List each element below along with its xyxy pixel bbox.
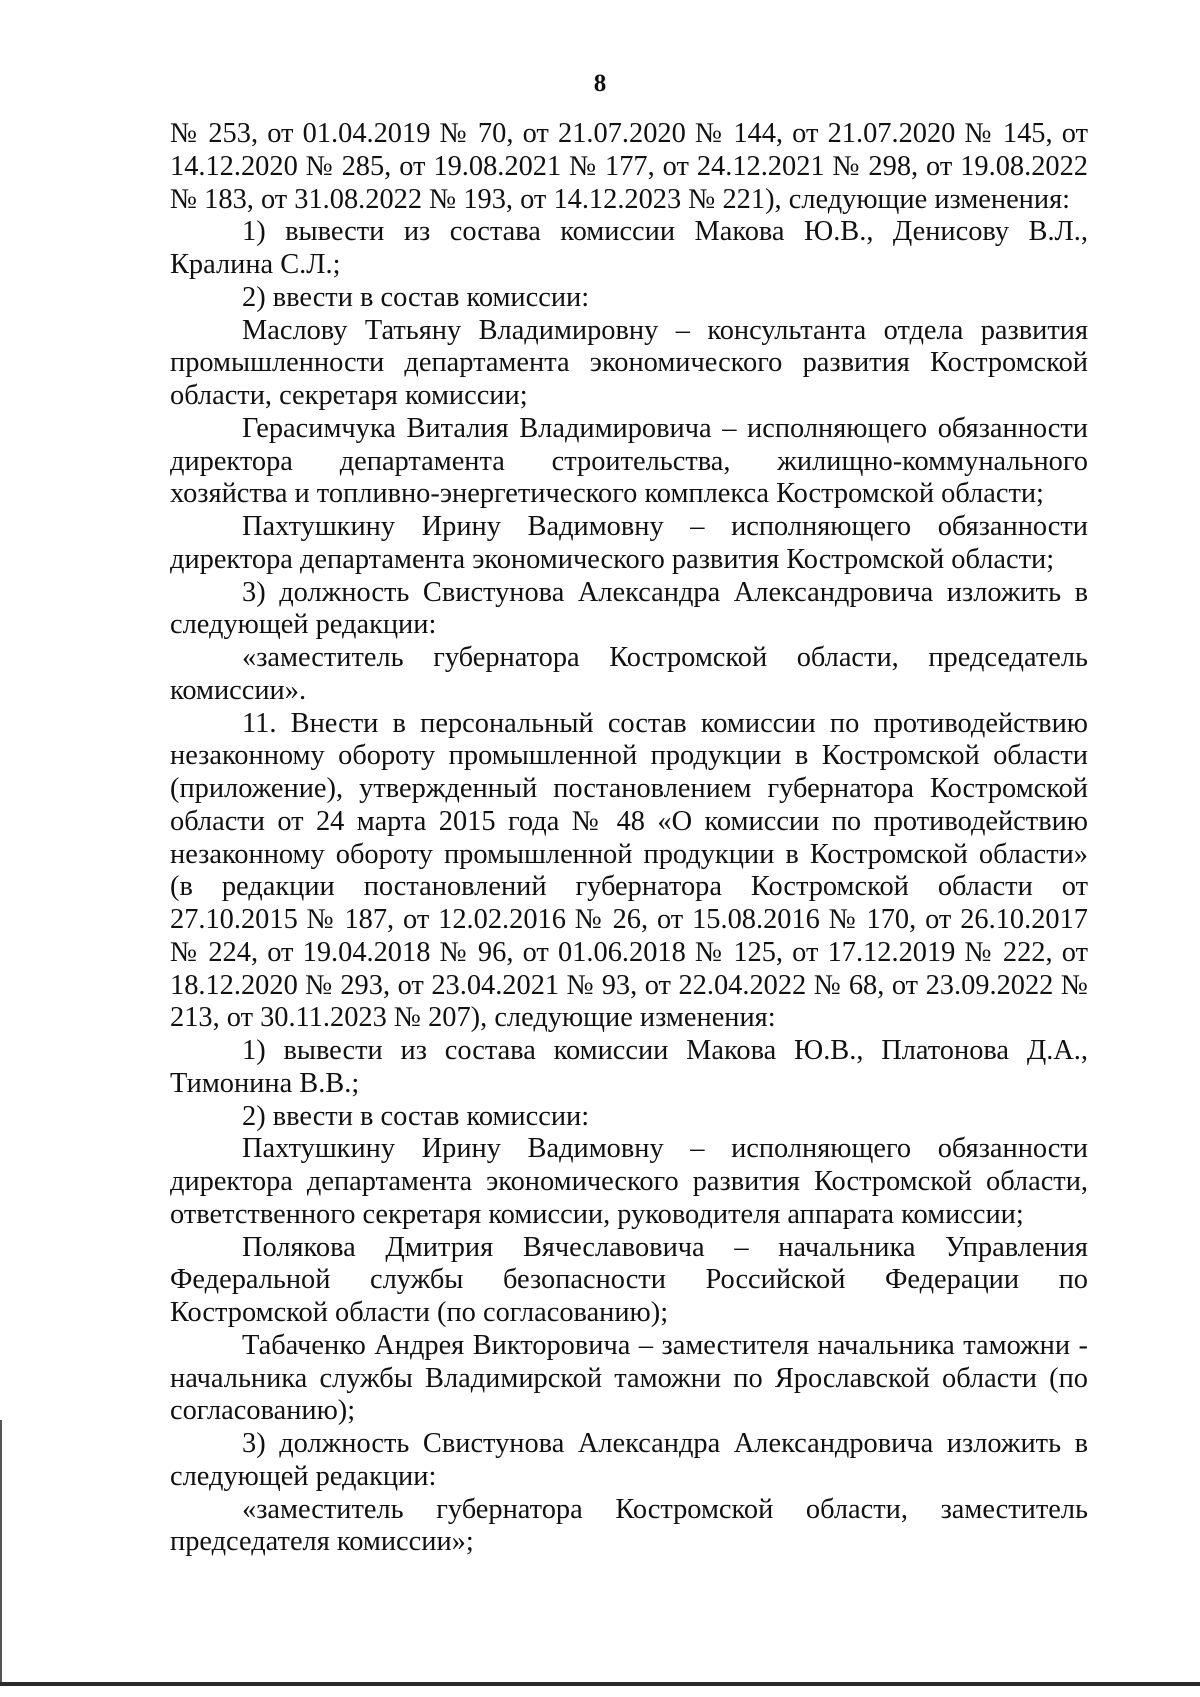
- paragraph-position-text-2: «заместитель губернатора Костромской области, заместитель председателя комиссии»;: [170, 1493, 1088, 1558]
- paragraph-position-text-1: «заместитель губернатора Костромской области, председатель комиссии».: [170, 642, 1088, 706]
- paragraph-member-polyakov: Полякова Дмитрия Вячеславовича – начальника Управления Федеральной службы безопасности Российской Федерации по Костромской области (по согласованию);: [170, 1231, 1088, 1328]
- paragraph-add-members-1: 2) ввести в состав комиссии:: [242, 281, 590, 313]
- page-number: 8: [593, 70, 607, 97]
- paragraph-position-change-2: 3) должность Свистунова Александра Александровича изложить в следующей редакции:: [170, 1428, 1088, 1492]
- paragraph-position-change-1: 3) должность Свистунова Александра Александровича изложить в следующей редакции:: [170, 576, 1088, 641]
- document-body: [170, 118, 1088, 1559]
- scan-edge-shadow: [0, 1420, 2, 1682]
- paragraph-add-members-2: 2) ввести в состав комиссии:: [242, 1100, 590, 1132]
- paragraph-member-tabachenko: Табаченко Андрея Викторовича – заместителя начальника таможни - начальника службы Владимирской таможни по Ярославской области (по согласованию);: [170, 1329, 1088, 1427]
- paragraph-remove-members-2: 1) вывести из состава комиссии Макова Ю.В., Платонова Д.А., Тимонина В.В.;: [170, 1035, 1088, 1099]
- scan-bottom-edge: [0, 1682, 1200, 1686]
- paragraph-member-pakhtushkina-1: Пахтушкину Ирину Вадимовну – исполняющего обязанности директора департамента экономического развития Костромской области;: [170, 511, 1088, 575]
- paragraph-member-gerasimchuk: Герасимчука Виталия Владимировича – исполняющего обязанности директора департамента строительства, жилищно-коммунального хозяйства и топливно-энергетического комплекса Костромской области;: [170, 412, 1088, 510]
- paragraph-amendment-references: № 253, от 01.04.2019 № 70, от 21.07.2020 № 144, от 21.07.2020 № 145, от 14.12.2020 № 285, от 19.08.2021 № 177, от 24.12.2021 № 298, от 19.08.2022 № 183, от 31.08.2022 № 193, от 14.12.2023 № 221), следующие изменения:: [170, 118, 1088, 215]
- paragraph-item-11: 11. Внести в персональный состав комиссии по противодействию незаконному обороту промышленной продукции в Костромской области (приложение), утвержденный постановлением губернатора Костромской области от 24 марта 2015 года № 48 «О комиссии по противодействию незаконному обороту промышленной продукции в Костромской области» (в редакции постановлений губернатора Костромской области от 27.10.2015 № 187, от 12.02.2016 № 26, от 15.08.2016 № 170, от 26.10.2017 № 224, от 19.04.2018 № 96, от 01.06.2018 № 125, от 17.12.2019 № 222, от 18.12.2020 № 293, от 23.04.2021 № 93, от 22.04.2022 № 68, от 23.09.2022 № 213, от 30.11.2023 № 207), следующие изменения:: [170, 707, 1088, 1034]
- paragraph-member-pakhtushkina-2: Пахтушкину Ирину Вадимовну – исполняющего обязанности директора департамента экономического развития Костромской области, ответственного секретаря комиссии, руководителя аппарата комиссии;: [170, 1133, 1088, 1230]
- paragraph-remove-members-1: 1) вывести из состава комиссии Макова Ю.В., Денисову В.Л., Кралина С.Л.;: [170, 216, 1088, 280]
- paragraph-member-maslova: Маслову Татьяну Владимировну – консультанта отдела развития промышленности департамента экономического развития Костромской области, секретаря комиссии;: [170, 314, 1088, 411]
